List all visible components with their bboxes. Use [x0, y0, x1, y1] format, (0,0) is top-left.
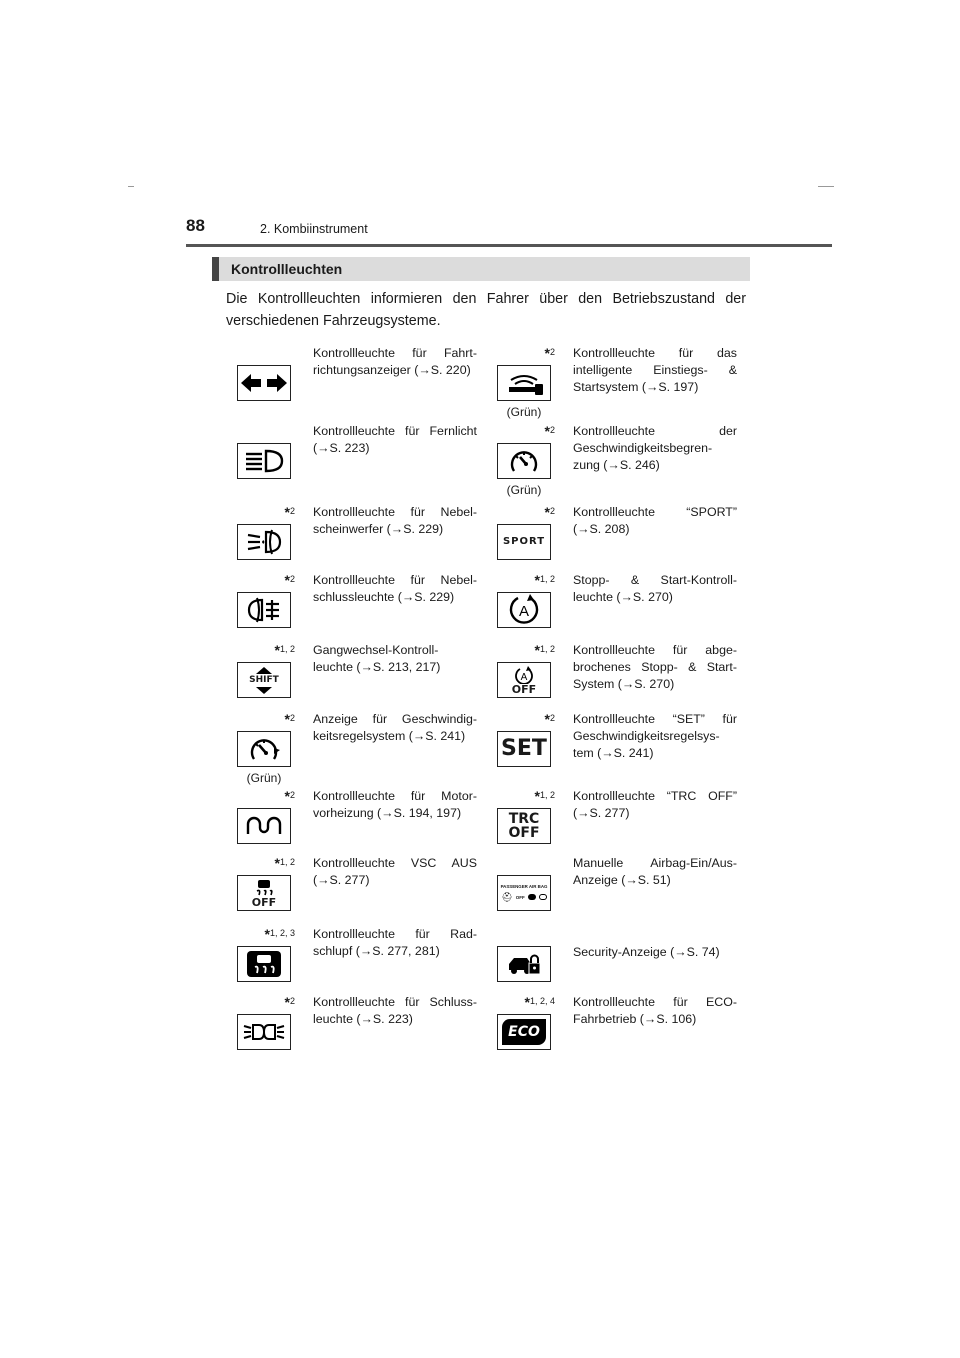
chapter-title: 2. Kombiinstrument [260, 222, 368, 236]
cruise-control-icon [237, 731, 291, 767]
indicator-set [497, 711, 757, 783]
eco-badge [502, 1019, 546, 1045]
footnote-marker: *1, 2 [534, 572, 555, 588]
indicator-slip [237, 926, 497, 998]
airbag-label: PASSENGER AIR BAG [500, 883, 548, 889]
high-beam-icon [237, 443, 291, 479]
indicator-description: Kontrollleuchte für ECO- Fahrbetrieb (→S. 106) [573, 995, 737, 1026]
footnote-marker: *1, 2 [274, 642, 295, 658]
indicator-description: Kontrollleuchte für das intelligente Einstiegs- & Startsystem (→S. 197) [573, 346, 737, 394]
indicator-passenger-airbag [497, 855, 757, 927]
footnote-marker: *1, 2, 4 [524, 994, 555, 1010]
front-fog-icon [237, 524, 291, 560]
indicator-sport [497, 504, 757, 576]
eco-icon-label: ECO [508, 1024, 540, 1040]
slip-indicator-icon [237, 946, 291, 982]
glow-plug-icon [237, 808, 291, 844]
indicator-description: Anzeige für Geschwindig- keitsregelsystem (→S. 241) [313, 712, 477, 743]
indicator-description: Kontrollleuchte der Geschwindigkeitsbegren- zung (→S. 246) [573, 424, 737, 472]
airbag-off-label: OFF [515, 894, 525, 900]
footnote-marker: *2 [544, 345, 555, 361]
airbag-lamp-icon [528, 894, 536, 900]
indicator-speed-limiter [497, 423, 757, 495]
indicator-stop-start [497, 572, 757, 644]
crop-mark-left [128, 186, 134, 187]
shift-indicator-icon [237, 662, 291, 698]
indicator-description: Kontrollleuchte “SPORT” (→S. 208) [573, 505, 737, 536]
indicator-cruise-control [237, 711, 497, 783]
indicator-description: Stopp- & Start-Kontroll- leuchte (→S. 270) [573, 573, 737, 604]
footnote-marker: *2 [284, 788, 295, 804]
shift-icon-label: SHIFT [249, 674, 279, 685]
indicator-description: Kontrollleuchte für Fernlicht (→S. 223) [313, 424, 477, 455]
footnote-marker: *2 [284, 711, 295, 727]
stop-start-icon [497, 592, 551, 628]
indicator-rear-fog [237, 572, 497, 644]
rear-fog-icon [237, 592, 291, 628]
footnote-marker: *1, 2, 3 [264, 926, 295, 942]
off-label: OFF [251, 895, 277, 909]
indicator-shift [237, 642, 497, 714]
footnote-marker: *2 [284, 504, 295, 520]
set-icon [497, 731, 551, 767]
indicator-smart-key [497, 345, 757, 417]
footnote-marker: *2 [544, 504, 555, 520]
indicator-description: Kontrollleuchte “TRC OFF” (→S. 277) [573, 789, 737, 820]
indicator-security [497, 926, 757, 998]
seat-occupant-icon: ⛑ [501, 891, 513, 902]
section-intro: Die Kontrollleuchten informieren den Fahrer über den Betriebszustand der verschiedenen Fahrzeugsysteme. [226, 291, 746, 329]
indicator-description: Kontrollleuchte VSC AUS (→S. 277) [313, 856, 477, 887]
page-number: 88 [186, 216, 205, 235]
off-label: OFF [511, 682, 537, 696]
indicator-turn-signal [237, 345, 497, 417]
smart-key-icon [497, 365, 551, 401]
indicator-description: Gangwechsel-Kontroll- leuchte (→S. 213, 217) [313, 643, 441, 674]
passenger-airbag-icon [497, 875, 551, 911]
stop-start-off-icon [497, 662, 551, 698]
trc-off-icon [497, 808, 551, 844]
indicator-description: Kontrollleuchte “SET” für Geschwindigkeitsregelsys- tem (→S. 241) [573, 712, 737, 760]
turn-signal-arrows-icon [237, 365, 291, 401]
indicator-description: Kontrollleuchte für Motor- vorheizung (→S. 194, 197) [313, 789, 477, 820]
tail-light-icon [237, 1014, 291, 1050]
indicator-description: Kontrollleuchte für Schluss- leuchte (→S. 223) [313, 995, 477, 1026]
security-icon [497, 946, 551, 982]
indicator-stop-start-off [497, 642, 757, 714]
indicator-eco [497, 994, 757, 1066]
indicator-description: Kontrollleuchte für Nebel- schlussleuchte (→S. 229) [313, 573, 477, 604]
footnote-marker: *2 [544, 711, 555, 727]
footnote-marker: *1, 2 [534, 788, 555, 804]
indicator-description: Kontrollleuchte für Rad- schlupf (→S. 277, 281) [313, 927, 477, 958]
vsc-off-icon [237, 875, 291, 911]
indicator-description: Kontrollleuchte für Nebel- scheinwerfer (→S. 229) [313, 505, 477, 536]
indicator-tail-light [237, 994, 497, 1066]
light-color-label: (Grün) [506, 483, 542, 497]
indicator-description: Kontrollleuchte für abge- brochenes Stopp- & Start- System (→S. 270) [573, 643, 737, 691]
light-color-label: (Grün) [246, 771, 282, 785]
svg-text:A: A [520, 671, 528, 683]
airbag-lamp-off-icon [539, 894, 547, 900]
eco-icon [497, 1014, 551, 1050]
footnote-marker: *1, 2 [274, 855, 295, 871]
header-rule [186, 244, 832, 247]
trc-off-icon-label: TRC OFF [508, 811, 540, 841]
shift-up-arrow-icon [256, 667, 272, 674]
footnote-marker: *2 [284, 994, 295, 1010]
shift-down-arrow-icon [256, 687, 272, 694]
footnote-marker: *2 [544, 423, 555, 439]
footnote-marker: *2 [284, 572, 295, 588]
section-heading: Kontrollleuchten [212, 257, 750, 281]
light-color-label: (Grün) [506, 405, 542, 419]
indicator-vsc-off [237, 855, 497, 927]
indicator-glow-plug [237, 788, 497, 860]
indicator-front-fog [237, 504, 497, 576]
indicator-description: Security-Anzeige (→S. 74) [573, 945, 720, 959]
svg-text:A: A [518, 603, 530, 620]
indicator-high-beam [237, 423, 497, 495]
indicator-description: Kontrollleuchte für Fahrt- richtungsanzeiger (→S. 220) [313, 346, 477, 377]
footnote-marker: *1, 2 [534, 642, 555, 658]
sport-icon [497, 524, 551, 560]
speed-limiter-icon [497, 443, 551, 479]
sport-icon-label: SPORT [502, 536, 546, 547]
indicator-trc-off [497, 788, 757, 860]
indicator-description: Manuelle Airbag-Ein/Aus- Anzeige (→S. 51) [573, 856, 737, 887]
crop-mark-right [818, 186, 834, 187]
set-icon-label: SET [501, 736, 547, 761]
